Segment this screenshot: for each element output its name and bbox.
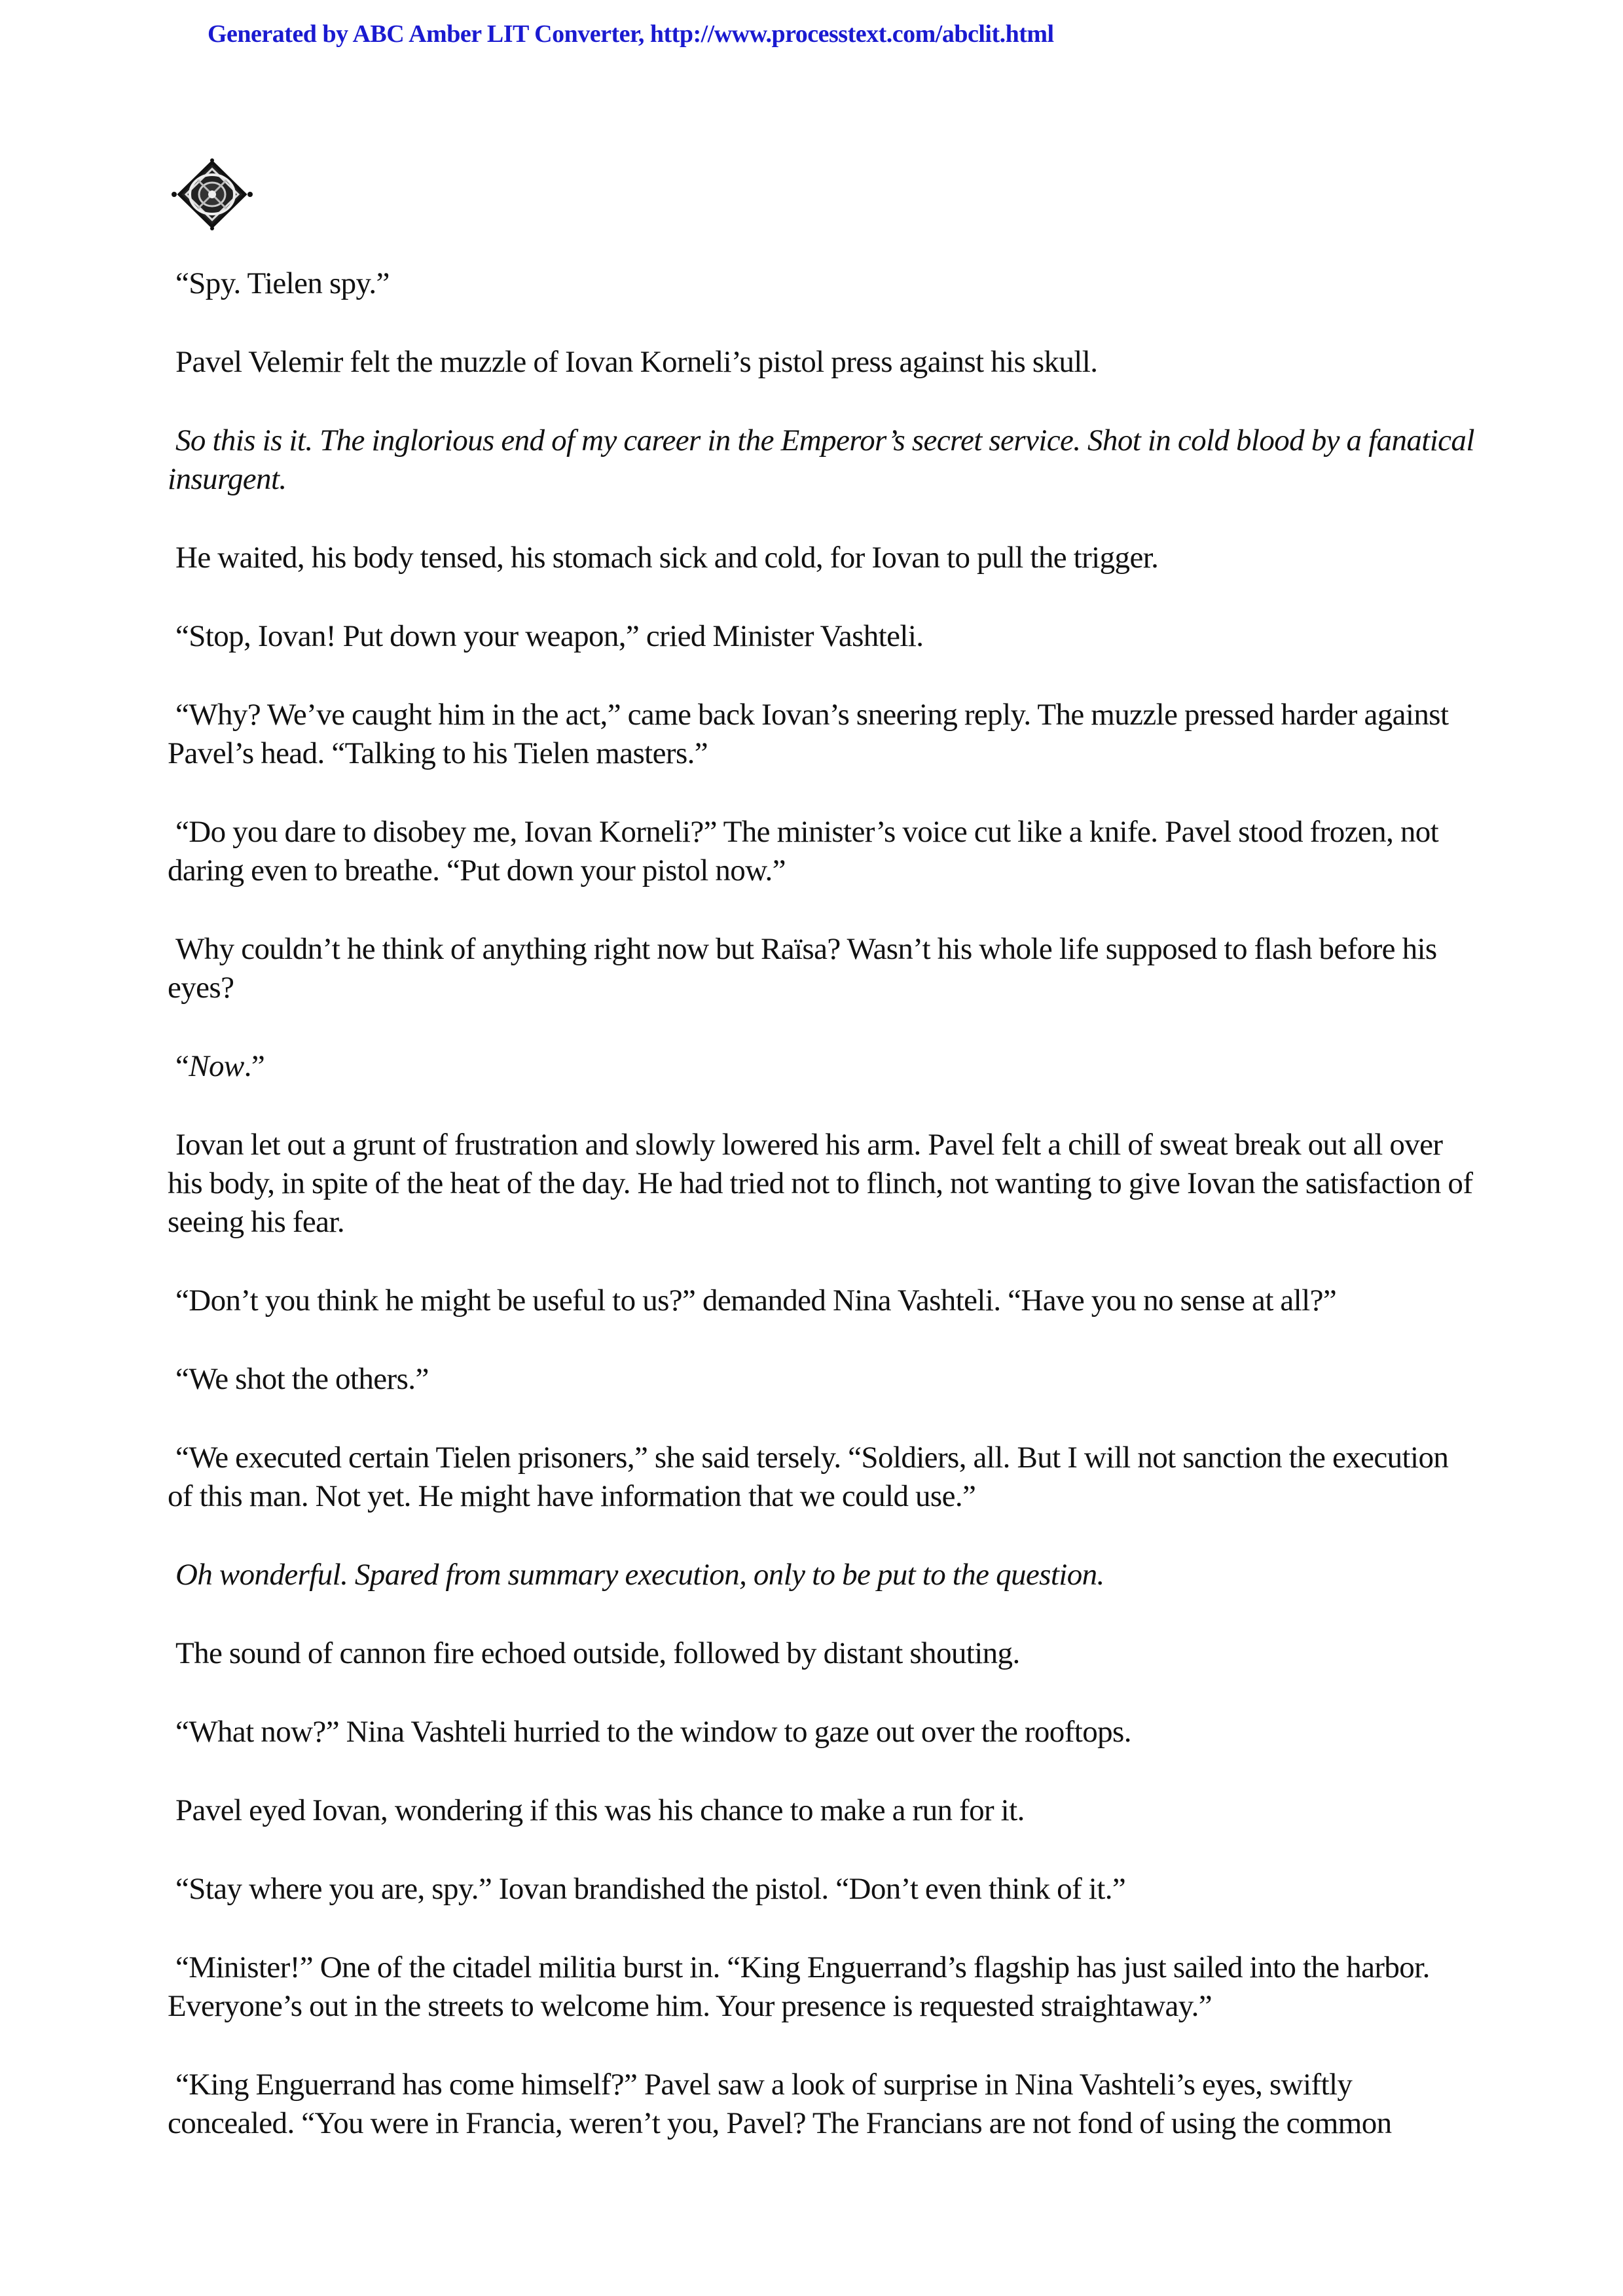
paragraph-italic-thought: So this is it. The inglorious end of my career in the Emperor’s secret service. Shot in cold blood by a fanatical insurgent.	[168, 423, 1474, 496]
paragraph: Why couldn’t he think of anything right now but Raïsa? Wasn’t his whole life supposed to flash before his eyes?	[168, 932, 1437, 1005]
paragraph: “Why? We’ve caught him in the act,” came back Iovan’s sneering reply. The muzzle pressed harder against Pavel’s head. “Talking to his Tielen masters.”	[168, 698, 1449, 770]
quote-close: .”	[244, 1049, 265, 1083]
paragraph: “Do you dare to disobey me, Iovan Korneli?” The minister’s voice cut like a knife. Pavel stood frozen, not daring even to breathe. “Put down your pistol now.”	[168, 815, 1439, 888]
quote-open: “	[175, 1049, 189, 1083]
paragraph: “Stop, Iovan! Put down your weapon,” cried Minister Vashteli.	[175, 619, 924, 653]
paragraph-italic-thought: Oh wonderful. Spared from summary execution, only to be put to the question.	[175, 1558, 1104, 1592]
paragraph: “Minister!” One of the citadel militia burst in. “King Enguerrand’s flagship has just sailed into the harbor. Everyone’s out in the streets to welcome him. Your presence is requested straightaway.”	[168, 1950, 1430, 2023]
paragraph: “What now?” Nina Vashteli hurried to the window to gaze out over the rooftops.	[175, 1715, 1131, 1749]
paragraph: Iovan let out a grunt of frustration and slowly lowered his arm. Pavel felt a chill of sweat break out all over his body, in spite of the heat of the day. He had tried not to flinch, not wanting to give Iovan the satisfaction of seeing his fear.	[168, 1128, 1473, 1239]
paragraph: “Spy. Tielen spy.”	[175, 266, 390, 300]
generator-header-link[interactable]: Generated by ABC Amber LIT Converter, http://www.processtext.com/abclit.html	[208, 20, 1054, 48]
paragraph: “We executed certain Tielen prisoners,” she said tersely. “Soldiers, all. But I will not sanction the execution of this man. Not yet. He might have information that we could use.”	[168, 1441, 1449, 1513]
paragraph: “We shot the others.”	[175, 1362, 429, 1396]
paragraph: “Stay where you are, spy.” Iovan brandished the pistol. “Don’t even think of it.”	[175, 1872, 1126, 1906]
paragraph: “Don’t you think he might be useful to us?” demanded Nina Vashteli. “Have you no sense at all?”	[175, 1283, 1337, 1318]
celtic-knot-ornament-icon	[172, 158, 253, 230]
paragraph-now	[168, 1047, 1477, 1086]
paragraph: He waited, his body tensed, his stomach sick and cold, for Iovan to pull the trigger.	[175, 541, 1159, 575]
emphasis-now: Now	[189, 1049, 244, 1083]
paragraph: Pavel eyed Iovan, wondering if this was his chance to make a run for it.	[175, 1793, 1025, 1827]
paragraph: The sound of cannon fire echoed outside, followed by distant shouting.	[175, 1636, 1020, 1670]
paragraph: Pavel Velemir felt the muzzle of Iovan Korneli’s pistol press against his skull.	[175, 345, 1098, 379]
chapter-text	[168, 264, 1477, 2183]
paragraph: “King Enguerrand has come himself?” Pavel saw a look of surprise in Nina Vashteli’s eyes, swiftly concealed. “You were in Francia, weren’t you, Pavel? The Francians are not fond of using the common	[168, 2068, 1392, 2140]
